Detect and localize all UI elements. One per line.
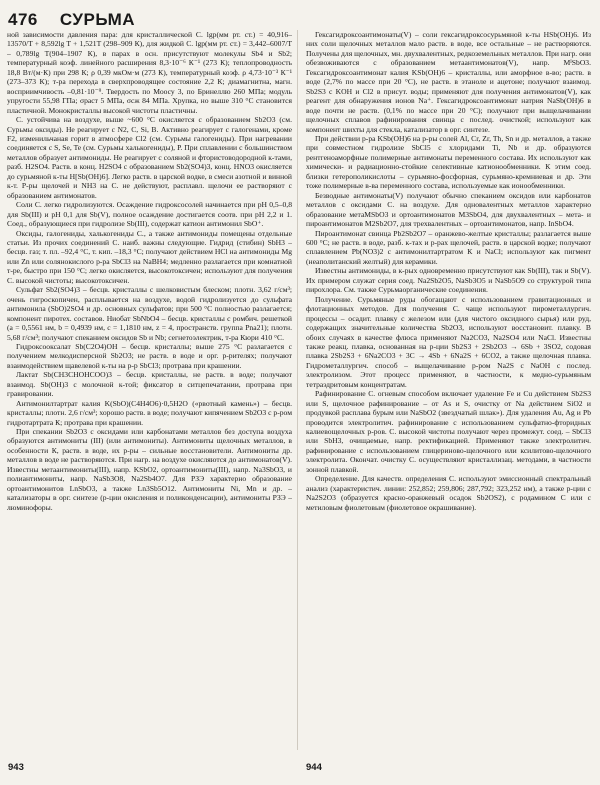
paragraph: Определение. Для качеств. определения С. используют эмиссионный спектральный анализ (характеристич. линии: 252,852; 259,806; 287,792; 323,252 нм), а также р-ции с Na2S2O3 (образуется красно-оранжевый осадок Sb2OS2), с родамином С или с метиловым фиолетовым (фиолетовое окрашивание). (306, 474, 591, 512)
column-divider (297, 30, 298, 750)
paragraph: Соли С. легко гидролизуются. Осаждение гидроксосолей начинается при рН 0,5–0,8 для Sb(III) и рН 0,1 для Sb(V), полное осаждение достигается соотв. при рН 2,2 и 1. Соед., образующиеся при гидролизе Sb(III), содержат катион антимонил SbO⁺. (7, 200, 292, 229)
paragraph: При действии р-ра KSb(OH)6 на р-ры солей Al, Cr, Zr, Th, Sn и др. металлов, а также при совместном гидролизе SbCl5 с хлоридами Ti, Nb и др. образуются рентгеноаморфные полимерные антимонаты переменного состава. Их используют как химически- и радиационно-стойкие селективные катионообменники. К этим соед. близки гетерополикислоты – сурьмяно-фосфорная, сурьмяно-кремниевая и др. Эти тоже полимерные в-ва переменного состава, используемые как ионообменники. (306, 133, 591, 191)
paragraph: Сульфат Sb2(SO4)3 – бесцв. кристаллы с шелковистым блеском; плотн. 3,62 г/см³; очень гигроскопичен, расплывается на воздухе, водой гидролизуется до сульфата антимонила (SbO)2SO4 и др. основных сульфатов; при 500 °С полностью разлагается; компонент пиротех. составов. Ниобат SbNbO4 – бесцв. кристаллы с ромбич. решеткой (а = 0,5561 нм, b = 0,4939 нм, с = 1,1810 нм, z = 4, пространств. группа Pna21); плотн. 5,68 г/см³; получают спеканием оксидов Sb и Nb; сегнетоэлектрик, т-ра Кюри 410 °С. (7, 285, 292, 342)
page-number-top: 476 (8, 10, 38, 29)
footer-page-number-left: 943 (8, 762, 24, 773)
running-title: СУРЬМА (59, 10, 136, 29)
paragraph: При спекании Sb2O3 с оксидами или карбонатами металлов без доступа воздуха образуются антимониты (III) (или антимониты). Антимониты щелочных металлов, в особенности К, раств. в воде, их р-ры – сильные восстановители. Антимониты др. металлов в воде не растворяются. При нагр. на воздухе окисляются до антимонатов(V). Известны метаантимониты(III), напр. KSbO2, ортоантимониты(III), напр. Na3SbO3, и полиантимониты, напр. NaSb3O8, Na2Sb4O7. Для РЗЭ характерно образование ортоантимонитов LnSbO3, а также Ln3Sb5O12. Антимониты Ni, Mn и др. – катализаторы в орг. синтезе (р-ции окисления и поликонденсации), антимониты РЗЭ – люминофоры. (7, 427, 292, 512)
paragraph: Лактат Sb(CH3CHOHCOO)3 – бесцв. кристаллы, не раств. в воде; получают взаимод. Sb(OH)3 с молочной к-той; фиксатор в ситцепечатании, протрава при гравировании. (7, 370, 292, 399)
left-column (7, 30, 292, 750)
paragraph: ной зависимости давления пара: для кристаллической С. lgp(мм рт. ст.) = 40,916–13570/T + 8,592lg T + 1,521T (298–909 К), для жидкой С. lgp(мм рт. ст.) = 3,442–6007/T – 0,789lg T(904–1907 К), в парах в осн. присутствуют молекулы Sb4 и Sb2; температурный коэф. линейного расширения 8,3·10⁻⁶ К⁻¹ (273 К); теплопроводность 18,8 Вт/(м·К) при 298 К; ρ 0,39 мкОм·м (273 К), температурный коэф. ρ 4,73·10⁻³ К⁻¹ (273–373 К); т-ра перехода в сверхпроводящее состояние 2,2 К; диамагнитна, магн. восприимчивость –0,81·10⁻⁹. Твердость по Моосу 3, по Бринеллю 260 МПа; модуль упругости 55,98 ГПа; σраст 5 МПа, σсж 84 МПа. Хрупка, но выше 310 °С становится пластичной. Монокристаллы высокой чистоты пластичны. (7, 30, 292, 115)
paragraph: Гексагидроксоантимонаты(V) – соли гексагидроксосурьмяной к-ты HSb(OH)6. Из них соли щелочных металлов мало раств. в воде, все остальные – не растворяются. Получены для щелочных, мн. двухвалентных, редкоземельных металлов. При нагр. они обезвоживаются с образованием метаантимонатов(V), напр. MᴵSbO3. Гексагидроксоантимонат калия KSb(OH)6 – кристаллы, или аморфное в-во; раств. в воде (2,7% по массе при 20 °С), не раств. в этаноле и ацетоне; получают взаимод. Sb2S3 с KOH и Cl2 в присут. воды; применяют для получения антимонатов(V), как реагент для обнаружения ионов Na⁺. Гексагидроксоантимонат натрия NaSb(OH)6 в воде почти не раств. (0,1% по массе при 20 °С); получают при выщелачивании щелочных сплавов рафинирования свинца с послед. очисткой; используют как компонент шихты для стекла, катализатор в орг. синтезе. (306, 30, 591, 134)
paragraph: Безводные антимонаты(V) получают обычно спеканием оксидов или карбонатов металлов с оксидами С. на воздухе. Для одновалентных металлов характерно образование метаMSbO3 и ортоантимонатов M3SbO4, для двухвалентных – мета- и пироантимонатов M2Sb2O7, для трехвалентных – ортоантимонатов, напр. InSbO4. (306, 190, 591, 229)
paragraph: Рафинирование С. огневым способом включает удаление Fe и Cu действием Sb2S3 или S, щелочное рафинирование – от As и S, очистку от Na действием SiO2 и продувкой расплава бурым или NaSbO2 (звездчатый шлак»). Для удаления Au, Ag и Pb проводится электролитич. рафинирование с использованием сульфатно-фторидных калиевощелочных р-ров. С. высокой чистоты получают через промежут. соед. – SbCl3 или SbH3, очищаемые, напр. ректификацией. Применяют также электролитич. рафинирование с использованием глицериново-щелочного или ксилитово-щелочного электролита. Окончат. очистку С. осуществляют кристаллизац. методами, в частности зонной плавкой. (306, 389, 591, 474)
paragraph: Известны антимониды, в к-рых одновременно присутствуют как Sb(III), так и Sb(V). Их примером служат серия соед. Na2Sb2O5, NaSb3O5 и NaSb5O9 со структурой типа пирохлора. См. также Сурьмаорганические соединения. (306, 266, 591, 295)
paragraph: Антимонилтартрат калия K(SbO)(C4H4O6)·0,5H2O («рвотный камень») – бесцв. кристаллы; плотн. 2,6 г/см³; хорошо раств. в воде; получают кипячением Sb2O3 с р-ром гидротартрата К; протрава при крашении. (7, 398, 292, 427)
paragraph: Получение. Сурьмяные руды обогащают с использованием гравитационных и флотационных методов. Для получения С. чаще используют пирометаллургич. процессы – осадит. плавку с железом или (для чистого оксидного сырья) или руд, содержащих значительные количества Sb2O3, используют восстановит. плавку. В обоих случаях в качестве флюса применяют Na2CO3, Na2SO4 или NaCl. Известны также реакц. плавка, основанная на р-ции Sb2S3 + 2Sb2O3 → 6Sb + 3SO2, содовая плавка 2Sb2S3 + 6Na2CO3 + 3C → 4Sb + 6Na2S + 6CO2, а также щелочная плавка. Гидрометаллургич. способ – выщелачивание р-ром Na2S с NaOH с послед. электролизом. Этот процесс применяют, в частности, к медно-сурьмяным тетраэдритовым концентратам. (306, 294, 591, 389)
paragraph: С. устойчива на воздухе, выше ~600 °С окисляется с образованием Sb2O3 (см. Сурьмы оксиды). Не реагирует с N2, С, Si, В. Активно реагирует с галогенами, кроме F2, изменильчаная горит в атмосфере Cl2 (см. Сурьмы галогениды). При нагревании соединяется с S, Se, Te (см. Сурьмы халькогениды), Р. При сплавлении с большинством металлов образует антимониды. Не реагирует с соляной и фтористоводородной к-тами, разб. H2SO4. Раств. в конц. H2SO4 с образованием Sb2(SO4)3, конц. HNO3 окисляется до сурьмяной к-ты H[Sb(OH)6]. Легко раств. в царской водке, в смеси азотной и винной к-т. Р-ры щелочей и NH3 на С. не действуют, расплавл. щелочи ее растворяют с образованием антимонатов. (7, 115, 292, 200)
paragraph: Гидроксооксалат Sb(C2O4)OH – бесцв. кристаллы; выше 275 °С разлагается с получением мелкодисперсной Sb2O3; не раств. в воде и орг. р-рителях; получают взаимодействием щавелевой к-ты на р-р SbCl3; протрава при крашении. (7, 341, 292, 370)
page-header (8, 10, 135, 30)
paragraph: Оксиды, галогениды, халькогениды С., а также антимониды помещены отдельные статьи. Из прочих соединений С. наиб. важны следующие. Гидрид (стибин) SbH3 – бесцв. газ; т. пл. –92,4 °С, т. кип. –18,3 °С; получают действием HCl на антимониды Mg или Zn или солянокислого р-ра SbCl3 на NaBH4; медленно разлагается при комнатной т-ре, быстро при 150 °С; легко окисляется, высокотоксичен; используют для получения С. высокой чистоты; высокотоксичен. (7, 228, 292, 285)
paragraph: Пироантимонат свинца Pb2Sb2O7 – оранжево-желтые кристаллы; разлагается выше 600 °С; не раств. в воде, разб. к-тах и р-рах щелочей, раств. в царской водке; получают сплавлением Pb(NO3)2 с антимонилтартратом К и NaCl; используют как пигмент (неаполитанский желтый) для керамики. (306, 228, 591, 266)
right-column (306, 30, 591, 750)
footer-page-number-right: 944 (306, 762, 322, 773)
